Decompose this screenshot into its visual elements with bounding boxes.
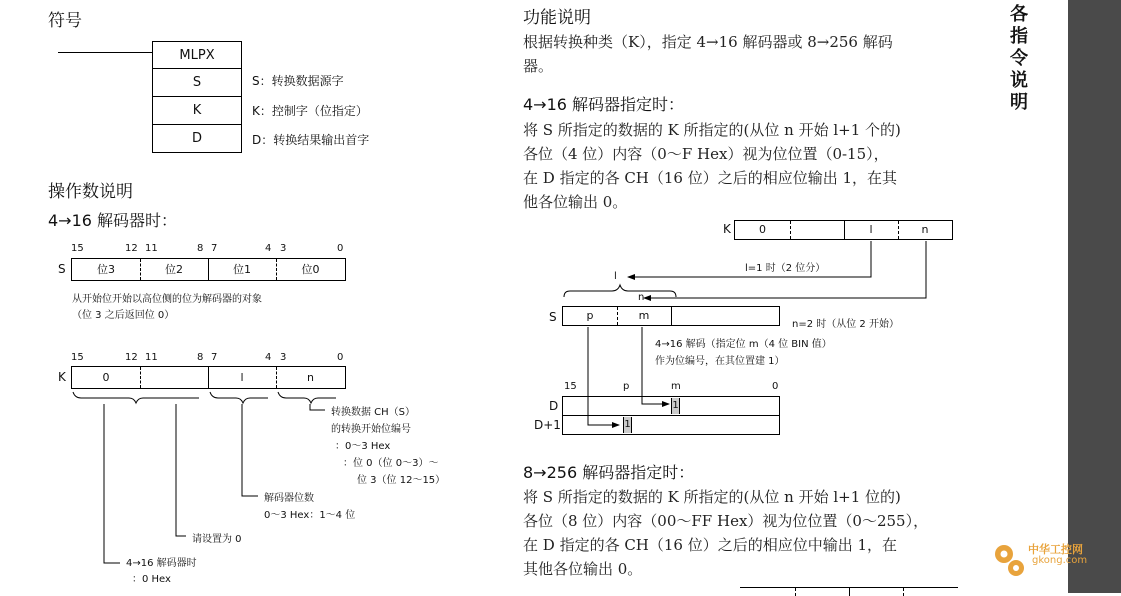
diag-d-label: D [549, 399, 559, 413]
d416-text-2: 各位（4 位）内容（0～F Hex）视为位位置（0-15）， [523, 145, 889, 163]
s-note-1: 从开始位开始以高位侧的位为解码器的对象 [72, 294, 262, 305]
symbol-mlpx: MLPX [153, 42, 241, 69]
function-heading: 功能说明 [523, 8, 591, 28]
s-bit-11: 11 [145, 243, 158, 254]
symbol-k: K [153, 97, 241, 125]
diag-l-mark: l [614, 271, 617, 282]
diag-bit-m: m [671, 381, 681, 392]
diag-bit-p: p [623, 381, 630, 392]
l-note [264, 490, 355, 524]
d8256-text-2: 各位（8 位）内容（00～FF Hex）视为位位置（0～255）， [523, 512, 929, 530]
zero-note-1: 4→16 解码器时 [126, 558, 197, 569]
n-note-4: ：位 0（位 0～3）～ [343, 458, 439, 469]
k-reg-label: K [58, 370, 66, 384]
diag-s-cell-m: m [638, 309, 650, 322]
diag-s-cell-p: p [586, 309, 594, 322]
symbol-desc-d: D：转换结果输出首字 [252, 133, 370, 147]
partial-register-bottom [740, 587, 958, 596]
diag-n-eq: n=2 时（从位 2 开始） [792, 319, 899, 330]
k-cell-l: l [240, 371, 244, 384]
s-cell-bit3: 位3 [97, 263, 115, 276]
diag-k-cell-n: n [921, 223, 929, 236]
d416-text-3: 在 D 指定的各 CH（16 位）之后的相应位输出 1，在其 [523, 169, 898, 187]
diag-d-one: 1 [671, 398, 680, 414]
k-bit-4: 4 [265, 352, 272, 363]
diag-k-cell-0: 0 [759, 223, 766, 236]
s-bit-7: 7 [211, 243, 218, 254]
s-bit-8: 8 [197, 243, 204, 254]
k-bit-3: 3 [280, 352, 287, 363]
symbol-desc-s: S：转换数据源字 [252, 74, 344, 88]
zero-note [126, 556, 197, 588]
s-cell-bit0: 位0 [301, 263, 320, 276]
symbol-d: D [191, 131, 202, 146]
s-bit-15: 15 [71, 243, 84, 254]
d8256-text-1: 将 S 所指定的数据的 K 所指定的(从位 n 开始 l+1 位的) [523, 488, 901, 506]
k-bit-11: 11 [145, 352, 158, 363]
watermark-logo [990, 540, 1110, 585]
d8256-text-3: 在 D 指定的各 CH（16 位）之后的相应位中输出 1，在 [523, 536, 898, 554]
diag-decode-note-1: 4→16 解码（指定位 m（4 位 BIN 值） [655, 339, 832, 350]
s-cell-bit2: 位2 [165, 263, 183, 276]
n-note [331, 404, 445, 489]
k-bit-0: 0 [337, 352, 344, 363]
diag-bit-15: 15 [564, 381, 577, 392]
l-note-1: 解码器位数 [264, 493, 314, 504]
diag-arrows [520, 0, 970, 440]
gear-icon [990, 540, 1026, 580]
symbol-s: S [153, 69, 241, 97]
k-bit-15: 15 [71, 352, 84, 363]
watermark-url: gkong.com [1032, 555, 1088, 566]
n-note-2: 的转换开始位编号 [331, 424, 411, 435]
k-leader-lines [0, 0, 460, 593]
diag-s-label: S [549, 310, 557, 324]
d8256-text [523, 485, 928, 581]
watermark-cn: 中华工控网 [1028, 543, 1083, 556]
function-text-1: 根据转换种类（K），指定 4→16 解码器或 8→256 解码 [523, 33, 893, 51]
k-bit-7: 7 [211, 352, 218, 363]
s-bit-12: 12 [125, 243, 138, 254]
n-note-3: ：0～3 Hex [335, 441, 391, 452]
s-cell-bit1: 位1 [233, 263, 251, 276]
diag-k-cell-l: l [869, 223, 873, 236]
function-text-2: 器。 [523, 57, 554, 75]
zero-note-2: ：0 Hex [132, 574, 171, 585]
k-cell-n: n [307, 371, 314, 384]
set0-note: 请设置为 0 [192, 534, 242, 545]
diag-decode-note-2: 作为位编号，在其位置建 1） [655, 356, 785, 367]
symbol-desc-k: K：控制字（位指定） [252, 104, 368, 118]
diag-l-eq: l=1 时（2 位分） [745, 263, 826, 274]
decoder-416-heading: 4→16 解码器时： [48, 211, 178, 230]
k-bit-8: 8 [197, 352, 204, 363]
s-bit-4: 4 [265, 243, 272, 254]
diag-n-mark: n [638, 292, 645, 303]
s-bit-3: 3 [280, 243, 287, 254]
operand-heading: 操作数说明 [48, 182, 133, 202]
d416-text-1: 将 S 所指定的数据的 K 所指定的(从位 n 开始 l+1 个的) [523, 121, 901, 139]
n-note-5: 位 3（位 12～15） [357, 475, 446, 486]
l-note-2: 0～3 Hex：1～4 位 [264, 510, 356, 521]
s-reg-label: S [58, 262, 66, 276]
diag-bit-0: 0 [772, 381, 779, 392]
right-sidebar [1068, 0, 1121, 593]
s-bit-0: 0 [337, 243, 344, 254]
diag-d1-label: D+1 [534, 418, 561, 432]
k-cell-zero: 0 [102, 371, 110, 384]
d416-text-4: 他各位输出 0。 [523, 193, 628, 211]
d8256-text-4: 其他各位输出 0。 [523, 560, 643, 578]
d8256-heading: 8→256 解码器指定时： [523, 463, 695, 482]
side-title: 各指令说明 [1010, 4, 1028, 113]
symbol-heading: 符号 [48, 11, 82, 31]
k-bit-12: 12 [125, 352, 138, 363]
n-note-1: 转换数据 CH（S） [331, 407, 416, 418]
s-note-2: （位 3 之后返回位 0） [72, 310, 175, 321]
diag-k-label: K [723, 222, 731, 236]
d416-heading: 4→16 解码器指定时： [523, 95, 685, 114]
diag-d1-one: 1 [623, 417, 632, 433]
